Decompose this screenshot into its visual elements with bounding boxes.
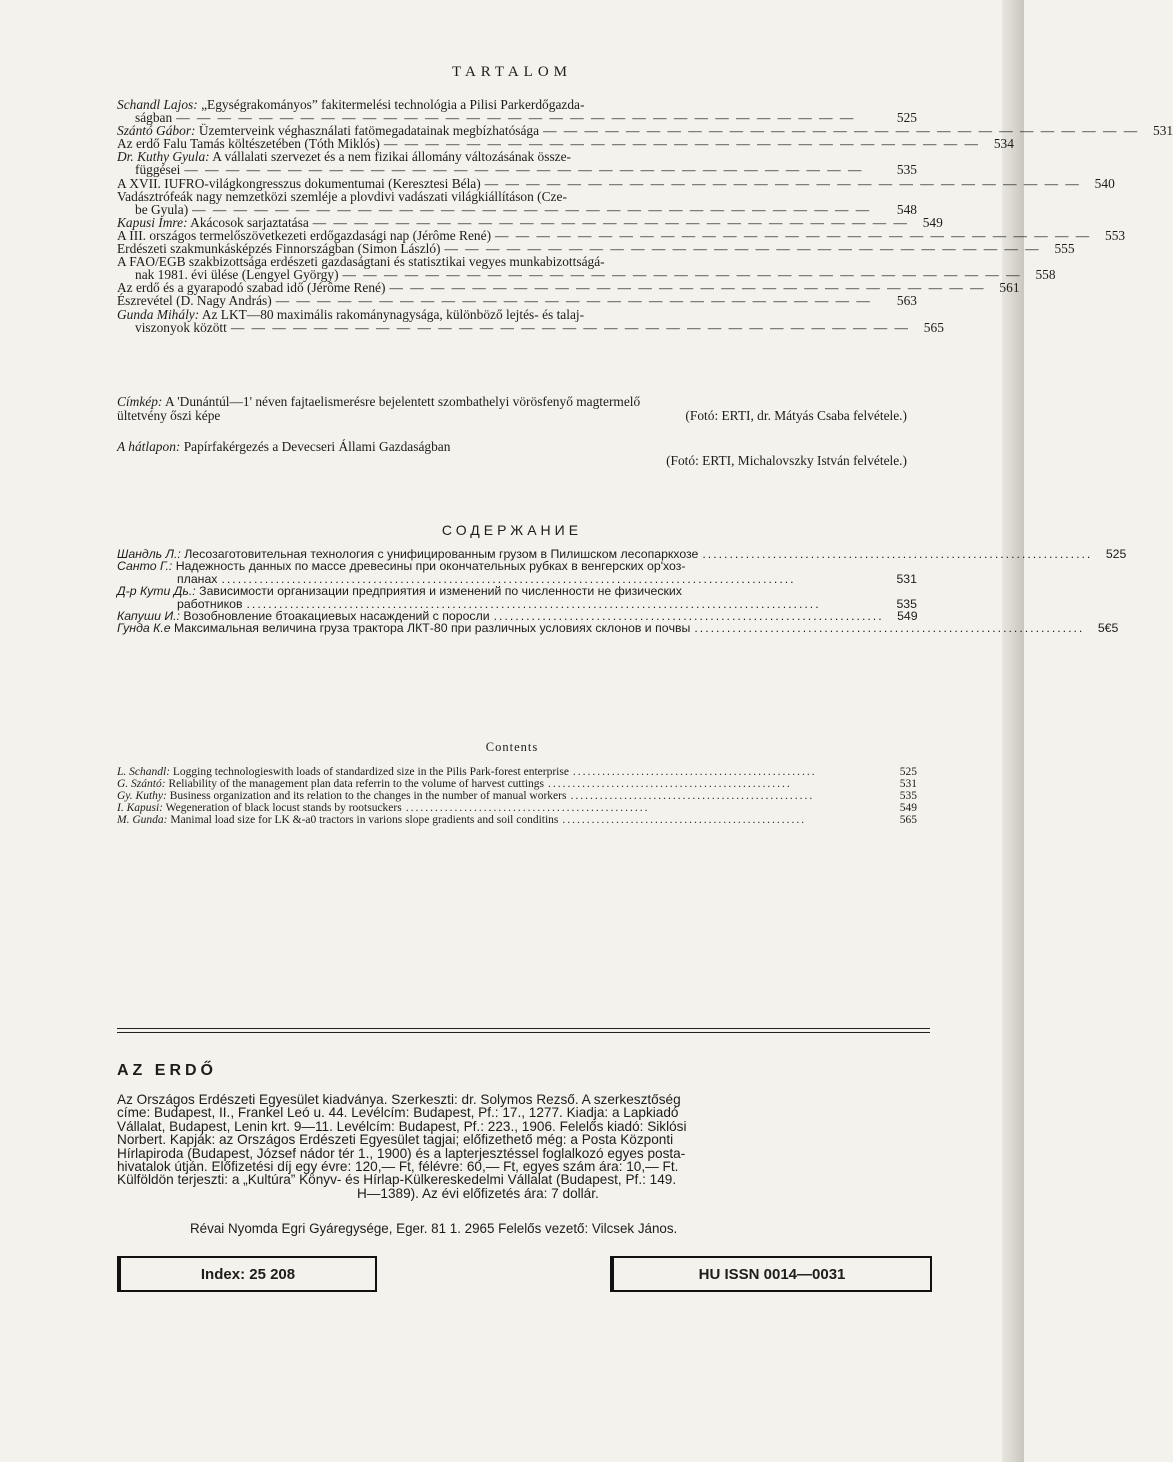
imprint-line: Az Országos Erdészeti Egyesület kiadványa. Szerkeszti: dr. Solymos Rezső. A szerkesztőség bbox=[117, 1092, 681, 1107]
toc-page-number: 525 bbox=[896, 110, 917, 126]
toc-title-cont: viszonyok között bbox=[135, 319, 227, 335]
imprint-line: Vállalat, Budapest, Lenin krt. 9—11. Levélcím: Budapest, Pf.: 223., 1906. Felelős kiadó: Siklósi bbox=[117, 1118, 687, 1134]
toc-title: Az erdő Falu Tamás költészetében (Tóth Miklós) bbox=[117, 136, 380, 152]
page-spine-shadow bbox=[1002, 0, 1024, 1462]
en-entry-text bbox=[117, 778, 544, 790]
toc-author: Gunda Mihály: bbox=[117, 306, 200, 322]
toc-title-cont: ságban bbox=[135, 110, 173, 126]
toc-title-cont: függései bbox=[135, 162, 181, 178]
toc-page-number: 565 bbox=[923, 319, 944, 335]
toc-author: Schandl Lajos: bbox=[117, 97, 198, 112]
leader-dashes: — — — — — — — — — — — — — — — — — — — — — — — — — — — — — bbox=[444, 241, 1041, 257]
en-entry bbox=[117, 766, 917, 778]
leader-dots: .................................................. bbox=[562, 814, 807, 826]
divider-rule bbox=[117, 1028, 930, 1029]
hungarian-contents-list bbox=[117, 97, 1173, 335]
leader-dots: ........................................................................ bbox=[694, 621, 1085, 636]
cover-text: A 'Dunántúl—1' néven fajtaelismerésre bejelentett szombathelyi vörösfenyő magtermelő bbox=[164, 394, 641, 409]
toc-page-number: 549 bbox=[922, 214, 943, 230]
toc-page-number: 540 bbox=[1094, 175, 1115, 191]
ru-page-number: 525 bbox=[1105, 547, 1127, 561]
toc-entry bbox=[117, 190, 917, 203]
contents-heading: TARTALOM bbox=[451, 64, 573, 80]
ru-author: Капуши И.: bbox=[117, 609, 180, 624]
en-title: Logging technologieswith loads of standardized size in the Pilis Park-forest enterprise bbox=[172, 766, 569, 778]
cover-caption bbox=[117, 395, 917, 423]
english-contents-heading: Contents bbox=[485, 740, 539, 754]
ru-entry bbox=[117, 585, 917, 597]
toc-title: Üzemterveink véghasználati fatömegadatainak megbízhatósága bbox=[198, 123, 540, 139]
en-page-number: 535 bbox=[899, 790, 917, 802]
english-contents-list bbox=[117, 766, 917, 826]
toc-page-number: 531 bbox=[1153, 123, 1173, 139]
ru-page-number: 535 bbox=[896, 596, 917, 611]
leader-dashes: — — — — — — — — — — — — — — — — — — — — — — — — — — — — — — — — — bbox=[230, 319, 910, 335]
en-title: Manimal load size for LK &-a0 tractors in varions slope gradients and soil conditins bbox=[170, 814, 559, 826]
toc-title-cont: be Gyula) bbox=[135, 201, 189, 217]
en-title: Reliability of the management plan data referrin to the volume of harvest cuttings bbox=[168, 778, 544, 790]
ru-entry bbox=[117, 621, 1119, 636]
en-author: M. Gunda: bbox=[117, 814, 168, 826]
leader-dashes: — — — — — — — — — — — — — — — — — — — — — — — — — — — — — bbox=[389, 280, 986, 296]
en-entry-text bbox=[117, 790, 566, 802]
toc-page-number: 563 bbox=[896, 293, 917, 309]
leader-dots: .................................................. bbox=[405, 802, 650, 814]
en-entry bbox=[117, 790, 917, 802]
en-entry bbox=[117, 778, 917, 790]
leader-dots: .................................................. bbox=[572, 766, 817, 778]
leader-dots: .................................................. bbox=[547, 778, 792, 790]
ru-author: Шандль Л.: bbox=[117, 547, 181, 561]
imprint-line: Norbert. Kapják: az Országos Erdészeti Egyesület tagjai; előfizethető még: a Posta Központi bbox=[117, 1132, 674, 1148]
ru-title: Возобновление бтоакациевых насаждений с поросли bbox=[183, 609, 490, 624]
ru-title: Надежность данных по массе древесины при окончательных рубках в венгерских ор'хоз- bbox=[175, 559, 686, 574]
imprint-line: hivatalok útján. Előfizetési díj egy évre: 120,— Ft, félévre: 60,— Ft, egyes szám ára: 10,— Ft. bbox=[117, 1159, 679, 1175]
imprint-line: Hírlapiroda (Budapest, József nádor tér 1., 1900) és a lapterjesztéssel foglalkozó egyes posta- bbox=[117, 1145, 686, 1161]
en-page-number: 531 bbox=[899, 778, 917, 790]
toc-author: Kapusi Imre: bbox=[117, 214, 188, 230]
en-title: Business organization and its relation to the changes in the number of manual workers bbox=[169, 790, 567, 802]
ru-title-cont: планах bbox=[177, 571, 218, 586]
leader-dashes: — — — — — — — — — — — — — — — — — — — — — — — — — — — — — bbox=[275, 293, 872, 309]
toc-page-number: 561 bbox=[999, 280, 1020, 296]
toc-page-number: 534 bbox=[993, 136, 1014, 152]
leader-dashes: — — — — — — — — — — — — — — — — — — — — — — — — — — — — — — — — — bbox=[176, 110, 856, 126]
cover-photo-credit: (Fotó: ERTI, dr. Mátyás Csaba felvétele.) bbox=[685, 408, 907, 423]
en-page-number: 549 bbox=[899, 802, 917, 814]
toc-title: „Egységrakományos” fakitermelési technológia a Pilisi Parkerdőgazda- bbox=[201, 97, 585, 112]
toc-page-number: 553 bbox=[1105, 227, 1126, 243]
issn-number: HU ISSN 0014—0031 bbox=[698, 1265, 846, 1283]
toc-title: Akácosok sarjaztatása bbox=[190, 214, 309, 230]
imprint-line: H—1389). Az évi előfizetés ára: 7 dollár. bbox=[357, 1185, 599, 1201]
ru-title: Зависимости организации предприятия и изменений по численности не физичеcких bbox=[199, 584, 682, 599]
back-photo-credit: (Fotó: ERTI, Michalovszky István felvétele.) bbox=[666, 453, 907, 468]
en-author: G. Szántó: bbox=[117, 778, 166, 790]
back-label: A hátlapon: bbox=[117, 439, 181, 454]
en-entry-text bbox=[117, 814, 558, 826]
leader-dashes: — — — — — — — — — — — — — — — — — — — — — — — — — — — — — bbox=[312, 214, 909, 230]
issn-box bbox=[610, 1256, 932, 1292]
ru-title-cont: работников bbox=[177, 596, 243, 611]
toc-title: Az erdő és a gyarapodó szabad idő (Jérôme René) bbox=[117, 280, 386, 296]
en-entry-text bbox=[117, 766, 569, 778]
ru-entry-text bbox=[117, 622, 690, 634]
leader-dashes: — — — — — — — — — — — — — — — — — — — — — — — — — — — — — bbox=[543, 123, 1140, 139]
index-box bbox=[117, 1256, 377, 1292]
toc-page-number: 555 bbox=[1054, 241, 1075, 257]
toc-page-number: 558 bbox=[1035, 267, 1056, 283]
toc-title: Erdészeti szakmunkásképzés Finnországban (Simon László) bbox=[117, 241, 441, 257]
ru-title: Максимальная величина груза трактора ЛКТ-80 при различных условиях склонов и пoчвы bbox=[174, 621, 691, 636]
toc-title: A III. országos termelőszövetkezeti erdőgazdasági nap (Jérôme René) bbox=[117, 227, 492, 243]
toc-title-cont: nak 1981. évi ülése (Lengyel György) bbox=[135, 267, 339, 283]
leader-dashes: — — — — — — — — — — — — — — — — — — — — — — — — — — — — — bbox=[383, 136, 980, 152]
toc-entry bbox=[117, 308, 917, 321]
leader-dashes: — — — — — — — — — — — — — — — — — — — — — — — — — — — — — — — — — bbox=[192, 201, 872, 217]
leader-dots: ........................................................................ bbox=[493, 609, 884, 624]
en-title: Wegeneration of black locust stands by rootsuckers bbox=[165, 802, 402, 814]
ru-entry-text bbox=[117, 560, 686, 572]
ru-page-number: 531 bbox=[896, 571, 917, 586]
en-entry bbox=[117, 802, 917, 814]
ru-page-number: 5€5 bbox=[1097, 621, 1119, 636]
en-page-number: 525 bbox=[899, 766, 917, 778]
toc-title: A vállalati szervezet és a nem fizikai állomány változásának össze- bbox=[212, 149, 572, 165]
en-author: L. Schandl: bbox=[117, 766, 171, 778]
russian-contents-list bbox=[117, 547, 1127, 636]
russian-contents-heading: СОДЕРЖАНИЕ bbox=[441, 522, 583, 538]
toc-author: Dr. Kuthy Gyula: bbox=[117, 149, 210, 165]
ru-entry bbox=[117, 560, 917, 572]
toc-page-number: 548 bbox=[896, 201, 917, 217]
leader-dots: .................................................. bbox=[570, 790, 815, 802]
toc-entry-text bbox=[117, 190, 567, 203]
en-author: Gy. Kuthy: bbox=[117, 790, 167, 802]
toc-entry-text bbox=[117, 308, 584, 321]
leader-dashes: — — — — — — — — — — — — — — — — — — — — — — — — — — — — — bbox=[484, 175, 1081, 191]
toc-title: Az LKT—80 maximális rakománynagysága, különböző lejtés- és talaj- bbox=[201, 306, 585, 322]
en-page-number: 565 bbox=[899, 814, 917, 826]
imprint-line: Külföldön terjeszti: a „Kultúra” Könyv- és Hírlap-Külkereskedelmi Vállalat (Budapest, Pf.: 149. bbox=[117, 1172, 677, 1188]
en-entry-text bbox=[117, 802, 402, 814]
journal-title: AZ ERDŐ bbox=[117, 1062, 217, 1079]
toc-page-number: 535 bbox=[896, 162, 917, 178]
toc-title: Észrevétel (D. Nagy András) bbox=[117, 293, 272, 309]
toc-title: A XVII. IUFRO-világkongresszus dokumentumai (Keresztesi Béla) bbox=[117, 175, 481, 191]
leader-dashes: — — — — — — — — — — — — — — — — — — — — — — — — — — — — — — — — — bbox=[184, 162, 864, 178]
cover-text-cont: ültetvény őszi képe bbox=[117, 408, 221, 423]
ru-entry-text bbox=[117, 585, 682, 597]
cover-label: Címkép: bbox=[117, 394, 163, 409]
ru-author: Гунда К.е bbox=[117, 621, 171, 636]
toc-author: Szántó Gábor: bbox=[117, 123, 196, 139]
ru-title: Лесозаготовительная технология с унифицированным грузом в Пилишском лесопаркхозе bbox=[184, 547, 699, 561]
ru-author: Д-р Кути Дь.: bbox=[117, 584, 196, 599]
back-text: Papírfakérgezés a Devecseri Állami Gazdaságban bbox=[183, 439, 451, 454]
toc-entry-continuation bbox=[117, 319, 944, 335]
divider-rule bbox=[117, 1032, 930, 1033]
leader-dashes: — — — — — — — — — — — — — — — — — — — — — — — — — — — — — — — — — bbox=[342, 267, 1022, 283]
leader-dashes: — — — — — — — — — — — — — — — — — — — — — — — — — — — — — bbox=[495, 227, 1092, 243]
leader-dots: .......................................................................................................... bbox=[221, 571, 796, 586]
leader-dots: .......................................................................................................... bbox=[246, 596, 821, 611]
index-number: Index: 25 208 bbox=[200, 1265, 296, 1283]
ru-page-number: 549 bbox=[897, 609, 918, 624]
en-author: I. Kapusi: bbox=[117, 802, 163, 814]
ru-author: Санто Г.: bbox=[117, 559, 173, 574]
printer-line: Révai Nyomda Egri Gyáregysége, Eger. 81 1. 2965 Felelős vezető: Vilcsek János. bbox=[190, 1221, 678, 1236]
toc-title: A FAO/EGB szakbizottsága erdészeti gazdaságtani és statisztikai vegyes munkabizottságá- bbox=[117, 254, 605, 270]
back-caption bbox=[117, 440, 917, 468]
imprint-line: címe: Budapest, II., Frankel Leó u. 44. Levélcím: Budapest, Pf.: 17., 1277. Kiadja: a Lapkiadó bbox=[117, 1105, 679, 1121]
en-entry bbox=[117, 814, 917, 826]
leader-dots: ........................................................................ bbox=[702, 547, 1093, 561]
imprint-text bbox=[117, 1093, 907, 1200]
toc-title: Vadásztrófeák nagy nemzetközi szemléje a plovdivi vadászati világkiállításon (Cze- bbox=[117, 188, 567, 204]
